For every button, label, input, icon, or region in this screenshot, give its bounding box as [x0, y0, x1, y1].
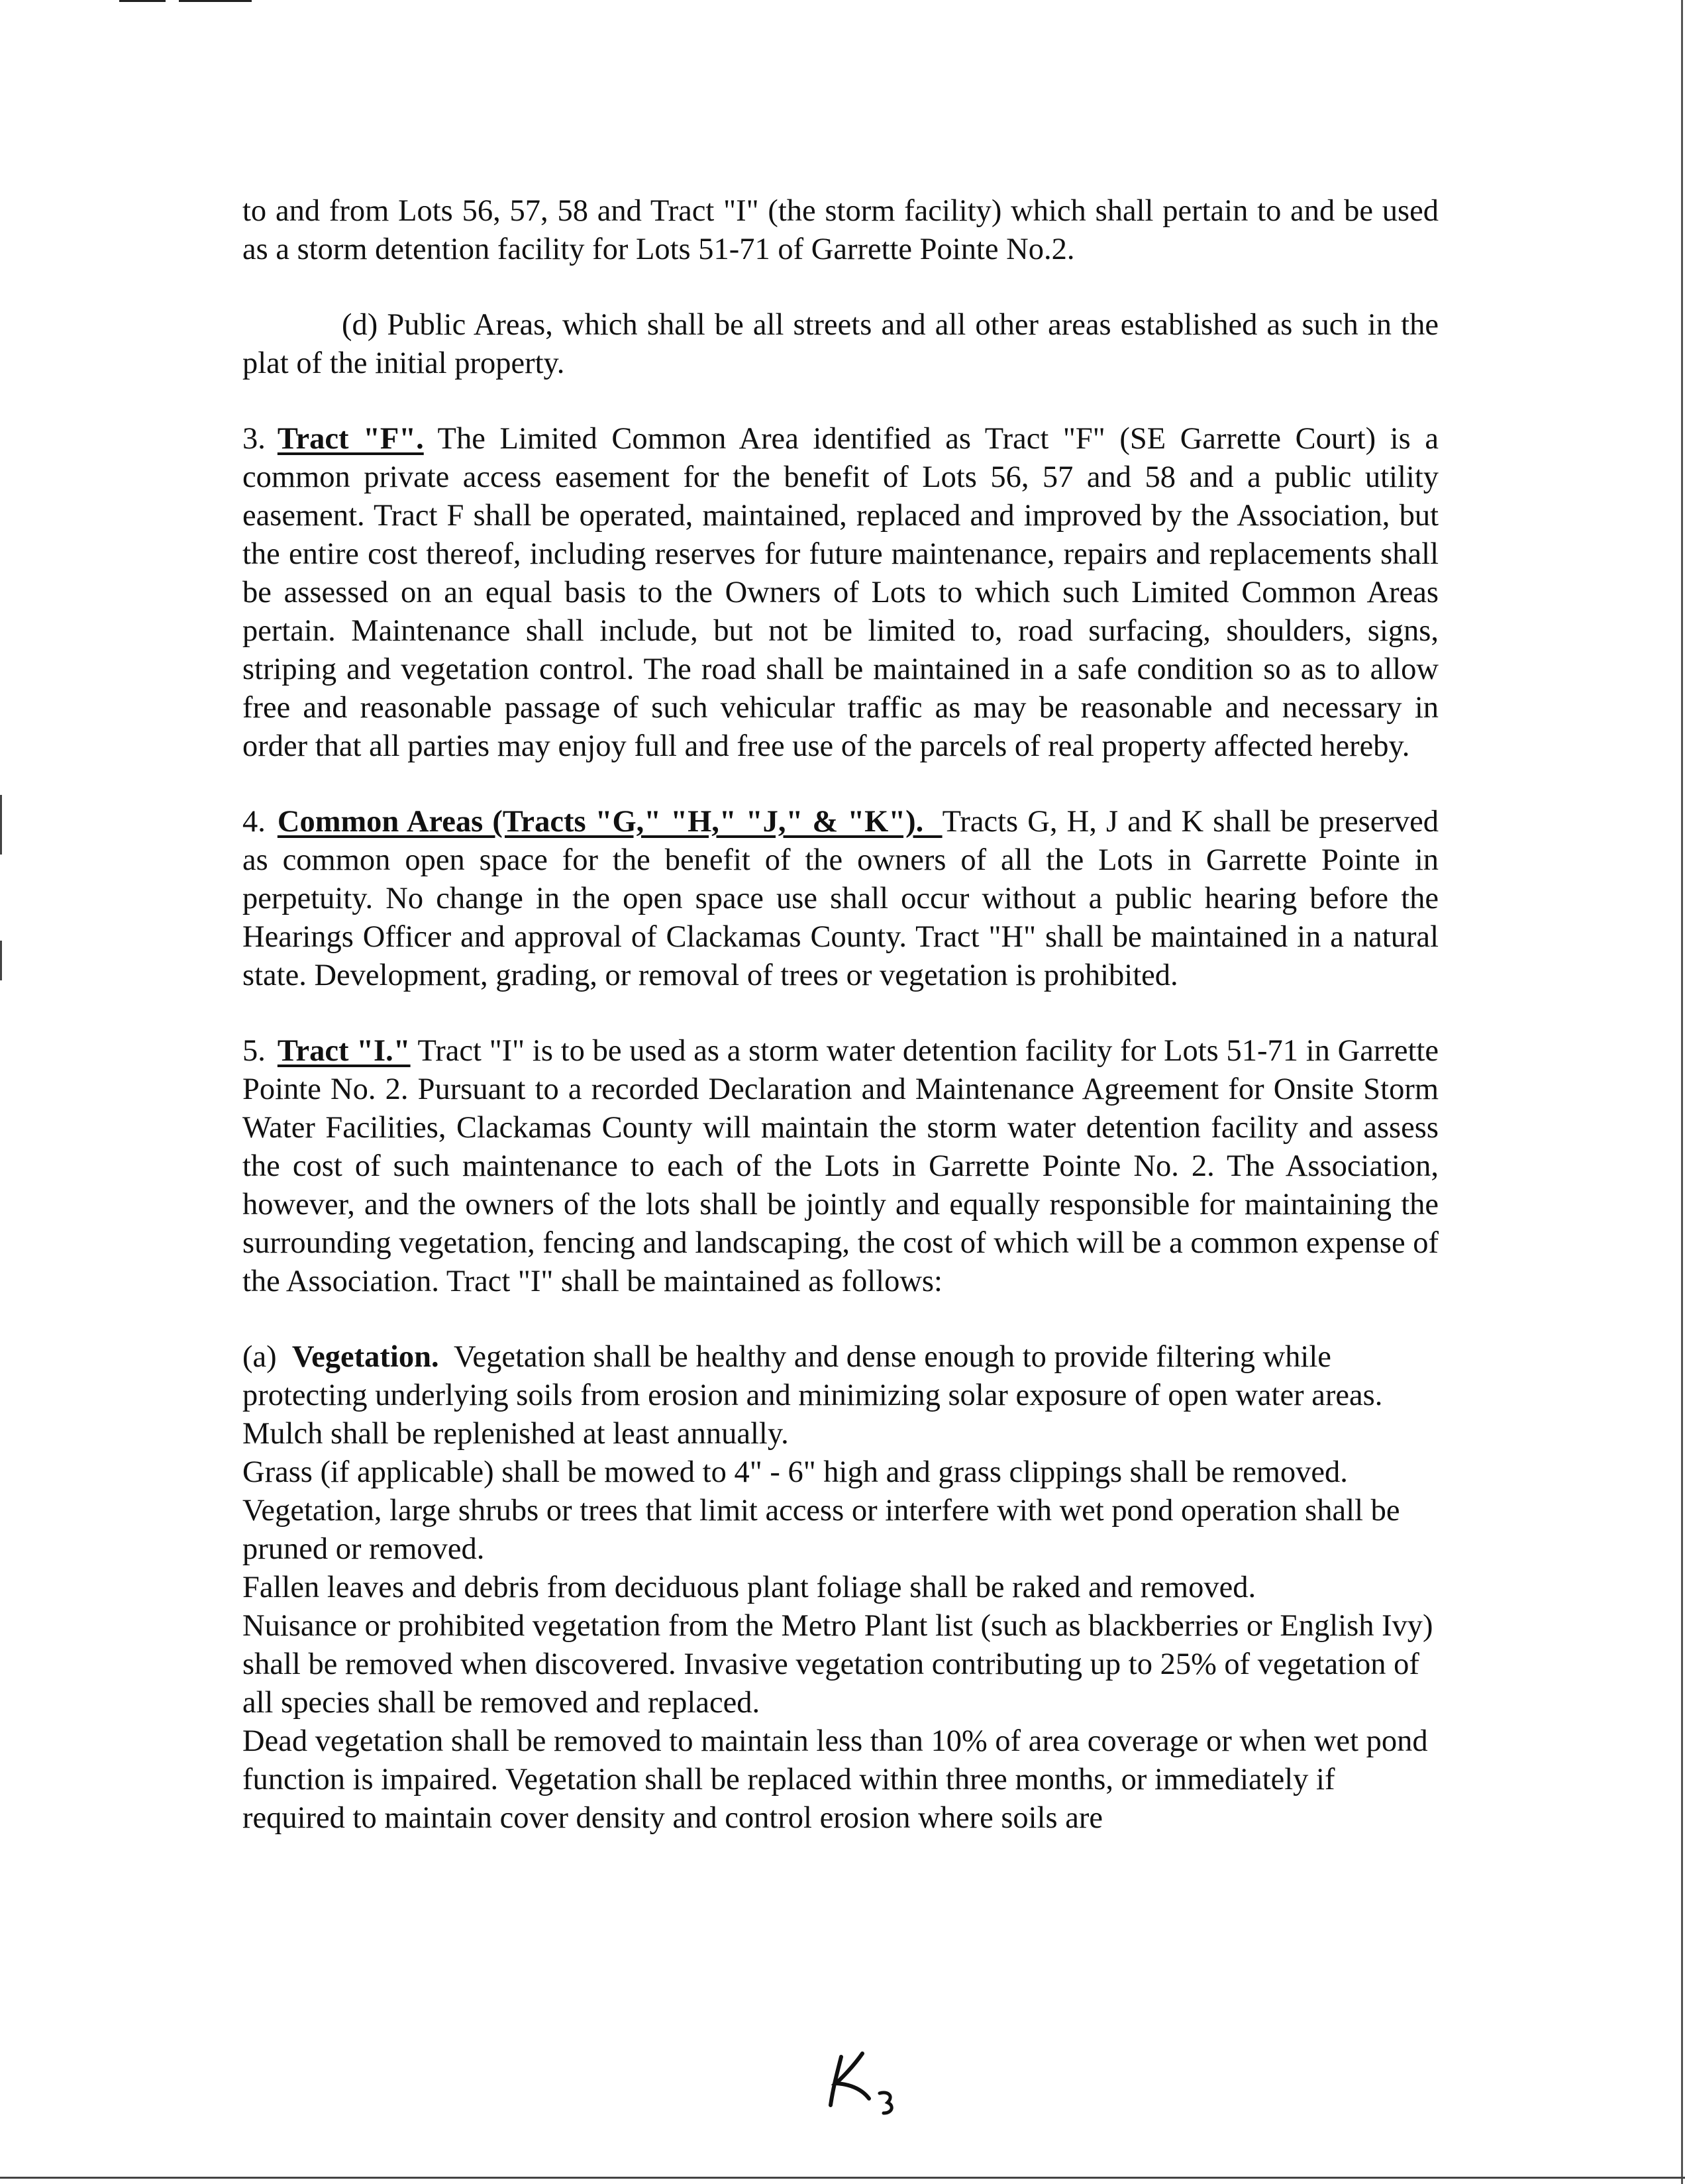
- section-3-paragraph: [242, 420, 1439, 766]
- vegetation-line: Fallen leaves and debris from deciduous plant foliage shall be raked and removed.: [242, 1571, 1256, 1604]
- section-3-body: The Limited Common Area identified as Tract "F" (SE Garrette Court) is a common private access easement for the benefit of Lots 56, 57 and 58 and a public utility easement. Tract F shall be operated, maintained, replaced and improved by the Association, but the entire cost thereof, including reserves for future maintenance, repairs and replacements shall be assessed on an equal basis to the Owners of Lots to which such Limited Common Areas pertain. Maintenance shall include, but not be limited to, road surfacing, shoulders, signs, striping and vegetation control. The road shall be maintained in a safe condition so as to allow free and reasonable passage of such vehicular traffic as may be reasonable and necessary in order that all parties may enjoy full and free use of the parcels of real property affected hereby.: [242, 422, 1439, 763]
- scan-edge-right: [1681, 0, 1683, 2184]
- section-4-number: 4.: [242, 805, 266, 839]
- vegetation-intro: [242, 1338, 1439, 1453]
- vegetation-intro-text: Vegetation shall be healthy and dense enough to provide filtering while protecting underlying soils from erosion and minimizing solar exposure of open water areas. Mulch shall be replenished at least annually.: [242, 1340, 1383, 1451]
- section-5-heading: Tract "I.": [277, 1034, 411, 1068]
- scan-edge-left-2: [0, 941, 2, 980]
- public-areas-paragraph: (d) Public Areas, which shall be all streets and all other areas established as such in the plat of the initial property.: [242, 308, 1439, 380]
- scan-edge-left: [0, 795, 2, 855]
- section-4-heading: Common Areas (Tracts "G," "H," "J," & "K").: [277, 805, 943, 839]
- section-5-number: 5.: [242, 1034, 266, 1068]
- handwritten-initials: [821, 2047, 907, 2120]
- vegetation-section: [242, 1338, 1439, 1838]
- section-3-heading: Tract "F".: [277, 422, 424, 456]
- vegetation-line: Grass (if applicable) shall be mowed to 4" - 6" high and grass clippings shall be removed.: [242, 1455, 1348, 1489]
- vegetation-line: Vegetation, large shrubs or trees that limit access or interfere with wet pond operation shall be pruned or removed.: [242, 1494, 1400, 1566]
- scan-edge-top: [119, 0, 166, 2]
- scan-edge-top-2: [179, 0, 252, 2]
- document-body: [242, 192, 1439, 1838]
- vegetation-line: Nuisance or prohibited vegetation from the Metro Plant list (such as blackberries or English Ivy) shall be removed when discovered. Invasive vegetation contributing up to 25% of vegetation of all species shall be removed and replaced.: [242, 1609, 1433, 1720]
- vegetation-heading: Vegetation.: [291, 1340, 439, 1374]
- section-5-paragraph: [242, 1032, 1439, 1301]
- section-4-body: Tracts G, H, J and K shall be preserved as common open space for the benefit of the owners of all the Lots in Garrette Pointe in perpetuity. No change in the open space use shall occur without a public hearing before the Hearings Officer and approval of Clackamas County. Tract "H" shall be maintained in a natural state. Development, grading, or removal of trees or vegetation is prohibited.: [242, 805, 1439, 992]
- section-4-paragraph: [242, 803, 1439, 995]
- continuation-paragraph: to and from Lots 56, 57, 58 and Tract "I" (the storm facility) which shall pertain to and be used as a storm detention facility for Lots 51-71 of Garrette Pointe No.2.: [242, 194, 1439, 266]
- vegetation-line: Dead vegetation shall be removed to maintain less than 10% of area coverage or when wet pond function is impaired. Vegetation shall be replaced within three months, or immediately if required to maintain cover density and control erosion where soils are: [242, 1724, 1428, 1835]
- vegetation-label: (a): [242, 1340, 277, 1374]
- scan-edge-bottom: [0, 2177, 1685, 2179]
- section-5-body: Tract "I" is to be used as a storm water detention facility for Lots 51-71 in Garrette Pointe No. 2. Pursuant to a recorded Declaration and Maintenance Agreement for Onsite Storm Water Facilities, Clackamas County will maintain the storm water detention facility and assess the cost of such maintenance to each of the Lots in Garrette Pointe No. 2. The Association, however, and the owners of the lots shall be jointly and equally responsible for maintaining the surrounding vegetation, fencing and landscaping, the cost of which will be a common expense of the Association. Tract "I" shall be maintained as follows:: [242, 1034, 1439, 1298]
- section-3-number: 3.: [242, 422, 266, 456]
